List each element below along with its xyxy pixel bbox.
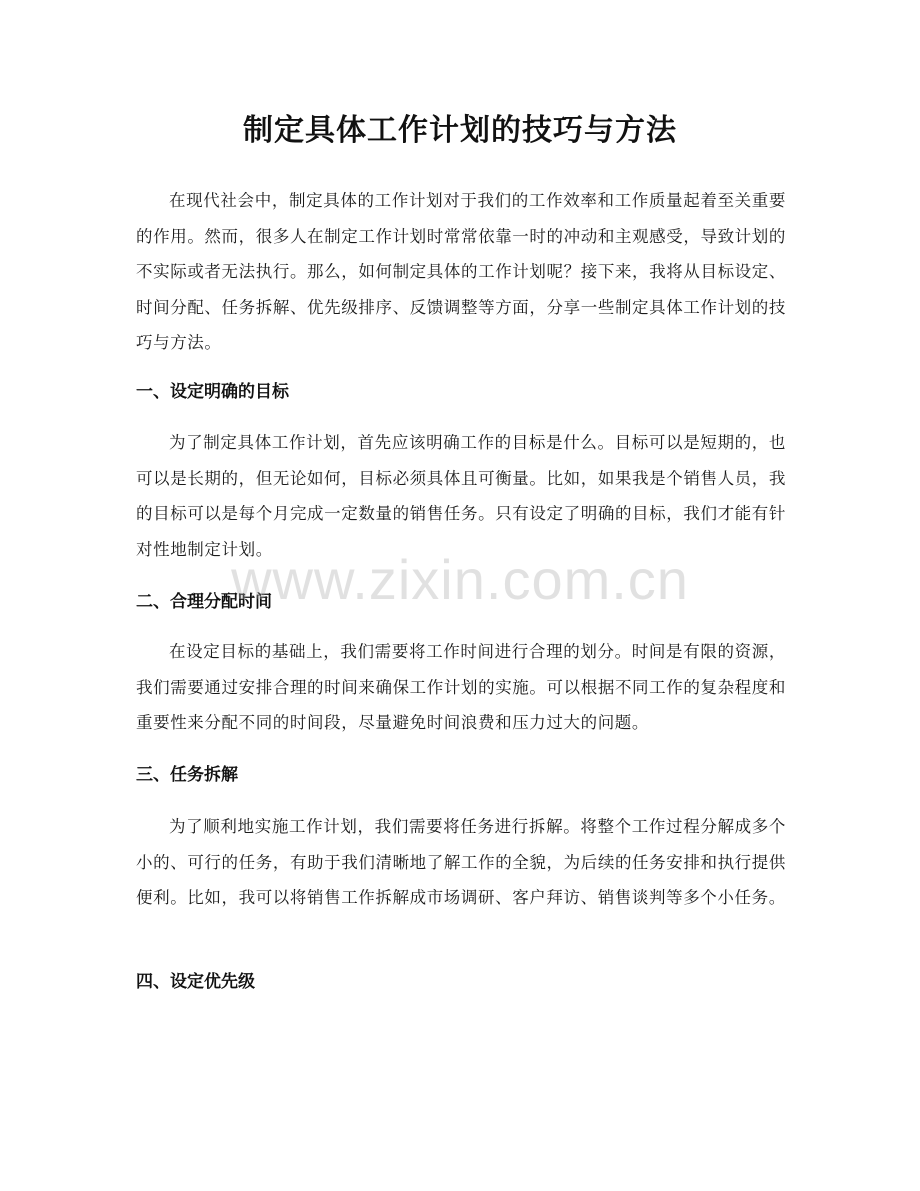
section-body-time: 在设定目标的基础上，我们需要将工作时间进行合理的划分。时间是有限的资源，我们需要通过安排合理的时间来确保工作计划的实施。可以根据不同工作的复杂程度和重要性来分配不同的时间段，尽量避免时间浪费和压力过大的问题。 [136,642,786,732]
section-heading-tasks: 三、任务拆解 [136,765,238,785]
section-body-goals: 为了制定具体工作计划，首先应该明确工作的目标是什么。目标可以是短期的，也可以是长期的，但无论如何，目标必须具体且可衡量。比如，如果我是个销售人员，我的目标可以是每个月完成一定数量的销售任务。只有设定了明确的目标，我们才能有针对性地制定计划。 [136,433,786,559]
section-heading-goals: 一、设定明确的目标 [136,382,289,402]
intro-paragraph: 在现代社会中，制定具体的工作计划对于我们的工作效率和工作质量起着至关重要的作用。然而，很多人在制定工作计划时常常依靠一时的冲动和主观感受，导致计划的不实际或者无法执行。那么，如何制定具体的工作计划呢？接下来，我将从目标设定、时间分配、任务拆解、优先级排序、反馈调整等方面，分享一些制定具体工作计划的技巧与方法。 [136,191,786,352]
watermark-text: www.zixin.com.cn [231,548,689,611]
section-heading-priority: 四、设定优先级 [136,972,255,992]
section-body-tasks: 为了顺利地实施工作计划，我们需要将任务进行拆解。将整个工作过程分解成多个小的、可行的任务，有助于我们清晰地了解工作的全貌，为后续的任务安排和执行提供便利。比如，我可以将销售工作拆解成市场调研、客户拜访、销售谈判等多个小任务。 [136,817,786,907]
section-heading-time: 二、合理分配时间 [136,592,272,612]
document-title: 制定具体工作计划的技巧与方法 [243,113,677,148]
